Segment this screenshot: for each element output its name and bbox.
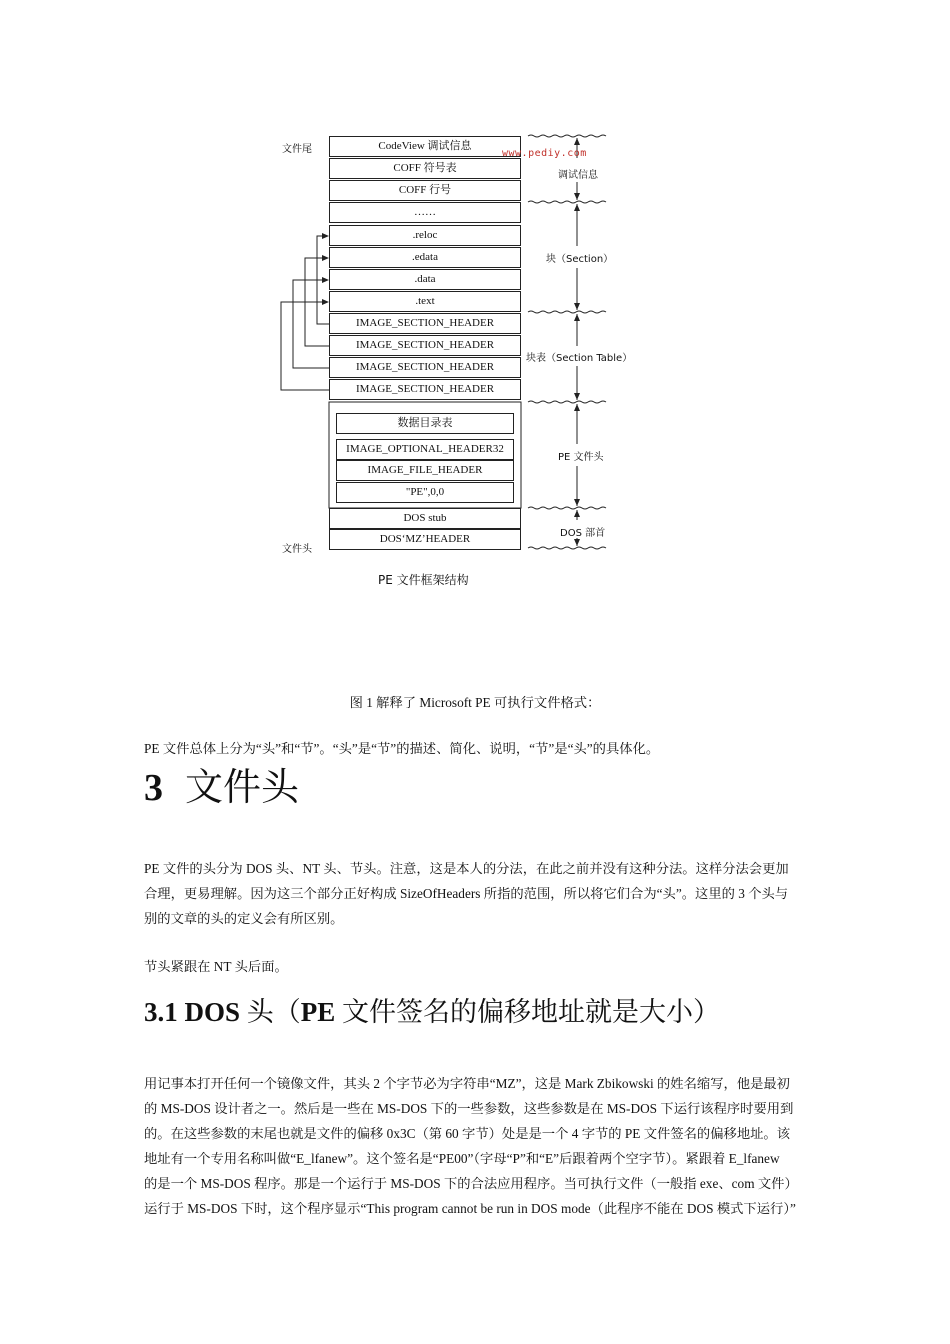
row-ellipsis: …… [329,202,521,223]
paragraph-line: 的 MS-DOS 设计者之一。然后是一些在 MS-DOS 下的一些参数，这些参数是在 MS-DOS 下运行该程序时要用到 [144,1101,794,1116]
label-dos: DOS 部首 [560,528,606,539]
section-pointer-lines [281,236,329,390]
section-pointer-arrowheads [322,233,329,305]
paragraph-line: 的。在这些参数的末尾也就是文件的偏移 0x3C（第 60 字节）处是是一个 4 字节的 PE 文件签名的偏移地址。该 [144,1126,791,1141]
paragraph-line: 的是一个 MS-DOS 程序。那是一个运行于 MS-DOS 下的合法应用程序。当可执行文件（一般指 exe、com 文件） [144,1176,798,1191]
row-optional-header: IMAGE_OPTIONAL_HEADER32 [336,439,514,460]
row-coff-lines: COFF 行号 [329,180,521,201]
row-data-directory: 数据目录表 [336,413,514,434]
row-reloc: .reloc [329,225,521,246]
file-tail-label: 文件尾 [282,144,312,155]
diagram-caption: PE 文件框架结构 [378,573,469,587]
paragraph-line: 地址有一个专用名称叫做“E_lfanew”。这个签名是“PE00”（字母“P”和“E”后跟着两个空字节）。紧跟着 E_lfanew [144,1151,780,1166]
paragraph-line: 运行于 MS-DOS 下时，这个程序显示“This program cannot be run in DOS mode（此程序不能在 DOS 模式下运行）” [144,1201,796,1216]
paragraph-header-intro [144,856,806,931]
subsection-heading-part: 3.1 DOS [144,997,241,1027]
label-section-table: 块表（Section Table） [526,353,633,364]
right-brackets [528,135,606,549]
row-pe-signature: "PE",0,0 [336,482,514,503]
file-head-label: 文件头 [282,544,312,555]
row-section-header-2: IMAGE_SECTION_HEADER [329,335,521,356]
row-file-header: IMAGE_FILE_HEADER [336,460,514,481]
figure-caption: 图 1 解释了 Microsoft PE 可执行文件格式： [349,695,601,710]
paragraph-line: 别的文章的头的定义会有所区别。 [144,911,344,926]
label-debug-info: 调试信息 [558,170,598,181]
row-dos-mz-header: DOS‘MZ’HEADER [329,529,521,550]
section-heading-3 [144,766,299,810]
label-pe-header: PE 文件头 [558,452,604,463]
row-dos-stub: DOS stub [329,508,521,529]
intro-paragraph: PE 文件总体上分为“头”和“节”。“头”是“节”的描述、简化、说明，“节”是“头”的具体化。 [144,741,660,756]
section-number: 3 [144,767,163,809]
row-codeview: CodeView 调试信息 [329,136,521,157]
watermark: www.pediy.com [502,148,587,159]
paragraph-line: 用记事本打开任何一个镜像文件，其头 2 个字节必为字符串“MZ”，这是 Mark Zbikowski 的姓名缩写，他是最初 [144,1076,790,1091]
paragraph-line: 合理，更易理解。因为这三个部分正好构成 SizeOfHeaders 所指的范围，所以将它们合为“头”。这里的 3 个头与 [144,886,789,901]
section-title: 文件头 [185,767,300,809]
row-data: .data [329,269,521,290]
paragraph-dos-header [144,1071,806,1221]
row-coff-symbols: COFF 符号表 [329,158,521,179]
row-section-header-1: IMAGE_SECTION_HEADER [329,313,521,334]
paragraph-section-header-note: 节头紧跟在 NT 头后面。 [144,959,288,974]
row-section-header-4: IMAGE_SECTION_HEADER [329,379,521,400]
subsection-heading-part: PE [300,997,336,1027]
pe-structure-diagram [270,128,640,598]
subsection-heading-3-1 [144,995,720,1029]
subsection-heading-part: 头（ [240,997,301,1027]
paragraph-line: PE 文件的头分为 DOS 头、NT 头、节头。注意，这是本人的分法，在此之前并没有这种分法。这样分法会更加 [144,861,789,876]
row-edata: .edata [329,247,521,268]
label-section: 块（Section） [546,254,614,265]
row-section-header-3: IMAGE_SECTION_HEADER [329,357,521,378]
row-text: .text [329,291,521,312]
subsection-heading-part: 文件签名的偏移地址就是大小） [335,997,721,1027]
